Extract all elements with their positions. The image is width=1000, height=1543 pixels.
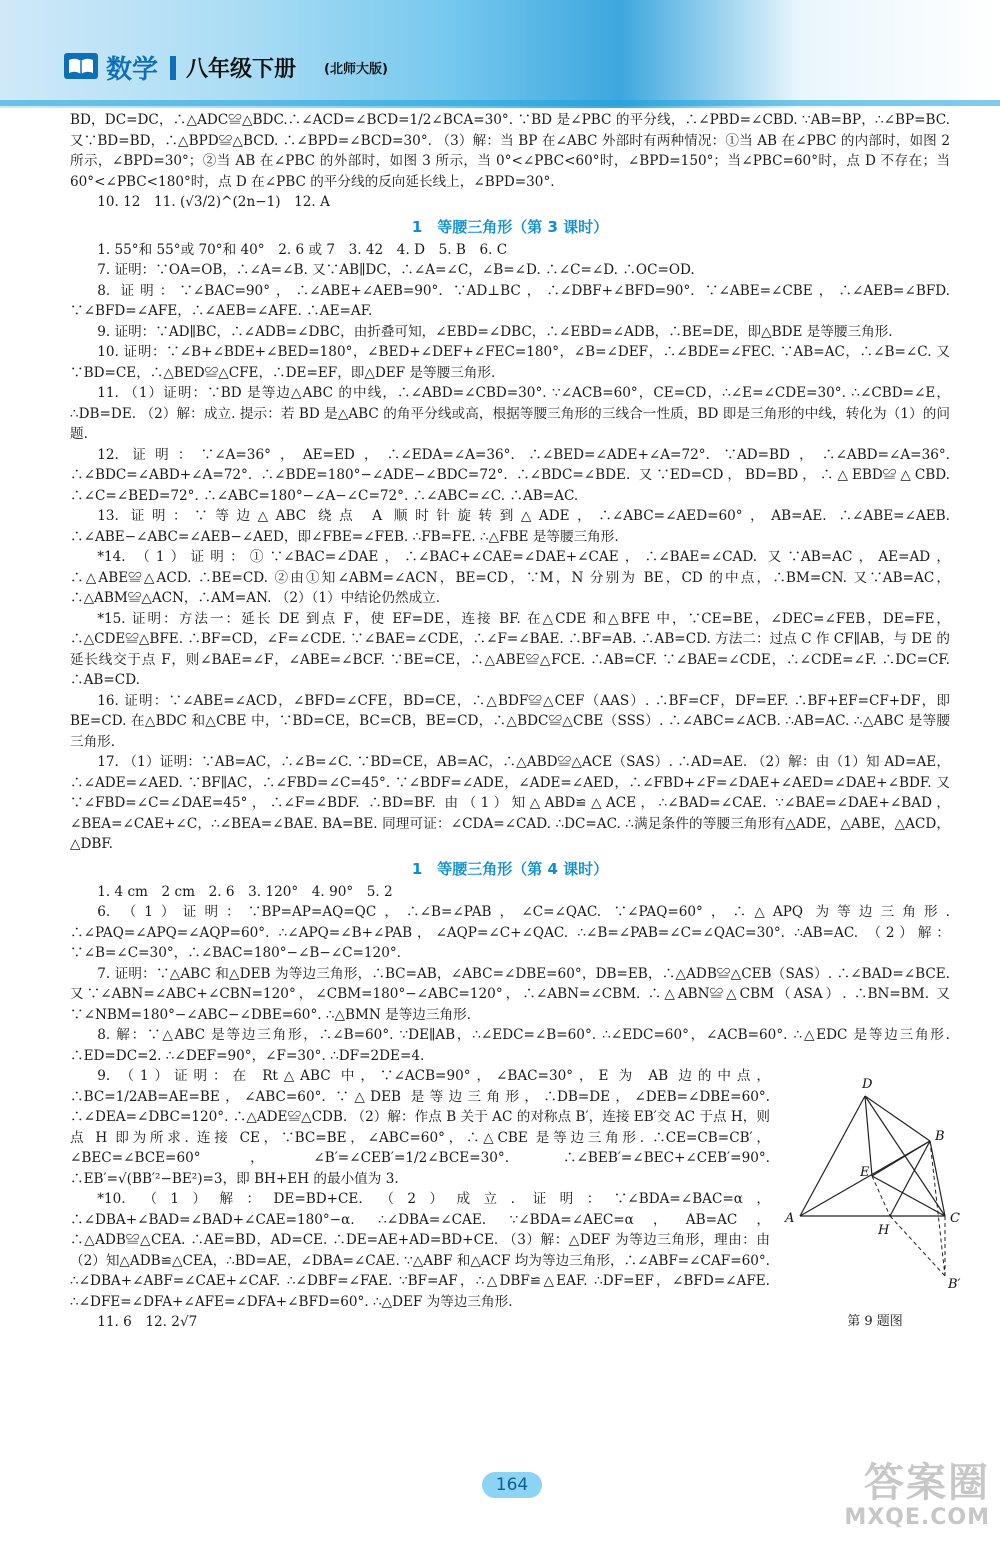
answer-paragraph: 11. （1）证明：∵BD 是等边△ABC 的中线，∴∠ABD=∠CBD=30°. ∵∠ACB=60°，CE=CD，∴∠E=∠CDE=30°. ∴∠CBD=∠E，∴DB=DE. （2）解：成立. 提示：若 BD 是△ABC 的角平分线或高，根据等腰三角形的三线合一性质，BD 即是三角形的中线，转化为（1）的问题. — [70, 385, 950, 442]
answer-paragraph: 10. 证明：∵∠B+∠BDE+∠BED=180°，∠BED+∠DEF+∠FEC=180°，∠B=∠DEF，∴∠BDE=∠FEC. ∵AB=AC，∴∠B=∠C. 又∵BD=CE，∴△BED≌△CFE，∴DE=EF，即△DEF 是等腰三角形. — [70, 344, 950, 381]
point-label-h: H — [878, 1223, 890, 1238]
geometry-diagram — [780, 1066, 970, 1306]
answer-paragraph: 9. 证明：∵AD∥BC，∴∠ADB=∠DBC，由折叠可知，∠EBD=∠DBC，∴∠EBD=∠ADB，∴BE=DE，即△BDE 是等腰三角形. — [97, 323, 893, 340]
answer-paragraph: 1. 55°和 55°或 70°和 40° 2. 6 或 7 3. 42 4. D 5. B 6. C — [97, 241, 508, 258]
figure-q9 — [780, 1066, 970, 1329]
point-label-c: C — [950, 1211, 960, 1226]
answer-paragraph: 13. 证明：∵等边△ABC 绕点 A 顺时针旋转到△ADE，∴∠ABC=∠AED=60°，AB=AE. ∴∠ABE=∠AEB. ∴∠ABE−∠ABC=∠AEB−∠AED，即∠FBE=∠FEB. ∴FB=FE. ∴△FBE 是等腰三角形. — [70, 508, 950, 545]
point-label-b: B — [935, 1129, 945, 1144]
grade-title: 八年级下册 — [186, 57, 297, 82]
watermark-text: 答案圈 — [864, 1460, 990, 1506]
page-header — [0, 0, 1000, 108]
answer-paragraph: *10. （1）解：DE=BD+CE. （2）成立. 证明：∵∠BDA=∠BAC=α，∴∠DBA+∠BAD=∠BAD+∠CAE=180°−α. ∴∠DBA=∠CAE. ∵∠BDA=∠AEC=α，AB=AC，∴△ADB≌△CEA. ∴AE=BD，AD=CE. ∴DE=AE+AD=BD+CE. （3）解：△DEF 为等边三角形，理由：由（2）知△ADB≌△CEA，∴BD=AE，∠DBA=∠CAE. ∵△ABF 和△ACF 均为等边三角形，∴∠ABF=∠CAF=60°. ∴∠DBA+∠ABF=∠CAE+∠CAF. ∴∠DBF=∠FAE. ∵BF=AF，∴△DBF≌△EAF. ∴DF=EF，∠BFD=∠AFE. ∴∠DFE=∠DFA+∠AFE=∠DFA+∠BFD=60°. ∴△DEF 为等边三角形. — [70, 1191, 770, 1310]
answer-paragraph: 8. 证明：∵∠BAC=90°，∴∠ABE+∠AEB=90°. ∵AD⊥BC，∴∠DBF+∠BFD=90°. ∵∠ABE=∠CBE，∴∠AEB=∠BFD. ∵∠BFD=∠AFE，∴∠AEB=∠AFE. ∴AE=AF. — [70, 282, 950, 319]
answer-paragraph: 7. 证明：∵△ABC 和△DEB 为等边三角形，∴BC=AB，∠ABC=∠DBE=60°，DB=EB，∴△ADB≌△CEB（SAS）. ∴∠BAD=∠BCE. 又∵∠ABN=∠ABC+∠CBN=120°，∠CBM=180°−∠ABC=120°，∴∠ABN=∠CBM. ∴△ABN≌△CBM（ASA）. ∴BN=BM. 又∵∠NBM=180°−∠ABC−∠DBE=60°. ∴△BMN 是等边三角形. — [70, 965, 950, 1023]
answer-paragraph: BD，DC=DC，∴△ADC≌△BDC.∴∠ACD=∠BCD=1/2∠BCA=30°. ∵BD 是∠PBC 的平分线，∴∠PBD=∠CBD. ∵AB=BP，∴∠BP=BC. 又∵BD=BD，∴△BPD≌△BCD. ∴∠BPD=∠BCD=30°. （3）解：当 BP 在∠ABC 外部时有两种情况：①当 AB 在∠PBC 的内部时，如图 2 所示，∠BPD=30°；②当 AB 在∠PBC 的外部时，如图 3 所示，当 0°<∠PBC<60°时，∠BPD=150°；当∠PBC=60°时，点 D 不存在；当 60°<∠PBC<180°时，点 D 在∠PBC 的平分线的反向延长线上，∠BPD=30°. — [70, 112, 950, 190]
section-title-lesson-4: 1 等腰三角形（第 4 课时） — [411, 859, 609, 878]
point-label-a: A — [785, 1211, 795, 1226]
open-book-icon — [64, 53, 98, 79]
answer-paragraph: 10. 12 11. (√3/2)^(2n−1) 12. A — [97, 194, 330, 210]
edition-label: (北师大版) — [324, 62, 388, 77]
answer-paragraph: 16. 证明：∵∠ABE=∠ACD，∠BFD=∠CFE，BD=CE，∴△BDF≌△CEF（AAS）. ∴BF=CF，DF=EF. ∴BF+EF=CF+DF，即 BE=CD. 在△BDC 和△CBE 中，∵BD=CE，BC=CB，BE=CD，∴△BDC≌△CBE（SSS）. ∴∠ABC=∠ACB. ∴AB=AC. ∴△ABC 是等腰三角形. — [70, 692, 950, 750]
site-watermark — [800, 1460, 990, 1532]
point-label-d: D — [862, 1077, 873, 1092]
answer-content — [70, 110, 961, 1333]
answer-paragraph: 6. （1）证明：∵BP=AP=AQ=QC，∴∠B=∠PAB，∠C=∠QAC. ∵∠PAQ=60°，∴△APQ 为等边三角形. ∴∠PAQ=∠APQ=∠AQP=60°. ∴∠APQ=∠B+∠PAB，∠AQP=∠C+∠QAC. ∴∠B=∠PAB=∠C=∠QAC=30°. ∴AB=AC. （2）解：∵∠B=∠C=30°，∴∠BAC=180°−∠B−∠C=120°. — [70, 904, 950, 961]
page-number: 164 — [482, 1472, 542, 1498]
answer-paragraph: 17. （1）证明：∵AB=AC，∴∠B=∠C. ∵BD=CE，AB=AC，∴△ABD≌△ACE（SAS）. ∴AD=AE. （2）解：由（1）知 AD=AE，∴∠ADE=∠AED. ∵BF∥AC，∴∠FBD=∠C=45°. ∵∠BDF=∠ADE，∠ADE=∠AED，∴∠FBD+∠F=∠DAE+∠AED=∠DAE+∠BDF. 又∵∠FBD=∠C=∠DAE=45°，∴∠F=∠BDF. ∴BD=BF. 由（1）知△ABD≌△ACE，∴∠BAD=∠CAE. ∵∠BAE=∠DAE+∠BAD，∠BEA=∠CAE+∠C，∴∠BEA=∠BAE. BA=BE. 同理可证：∠CDA=∠CAD. ∴DC=AC. ∴满足条件的等腰三角形有△ADE，△ABE，△ACD，△DBF. — [70, 754, 950, 852]
header-rule — [0, 100, 1000, 106]
answer-paragraph: 11. 6 12. 2√7 — [97, 1314, 198, 1330]
section-title-lesson-3: 1 等腰三角形（第 3 课时） — [411, 217, 609, 236]
answer-paragraph: 9. （1）证明：在 Rt△ABC 中，∵∠ACB=90°，∠BAC=30°，E 为 AB 边的中点，∴BC=1/2AB=AE=BE，∠ABC=60°. ∵△DEB 是等边三角形，∴DB=DE，∠DEB=∠DBE=60°. ∴∠DEA=∠DBC=120°. ∴△ADE≌△CDB. （2）解：作点 B 关于 AC 的对称点 B′，连接 EB′交 AC 于点 H，则点 H 即为所求. 连接 CE，∵BC=BE，∠ABC=60°，∴△CBE 是等边三角形. ∴CE=CB=CB′，∠BEC=∠BCE=60°，∠B′=∠CEB′=1/2∠BCE=30°. ∴∠BEB′=∠BEC+∠CEB′=90°. ∴EB′=√(BB′²−BE²)=3，即 BH+EH 的最小值为 3. — [70, 1068, 770, 1187]
point-label-e: E — [860, 1165, 870, 1180]
answer-paragraph: 8. 解：∵△ABC 是等边三角形，∴∠B=60°. ∵DE∥AB，∴∠EDC=∠B=60°. ∴∠EDC=60°，∠ACB=60°. ∴△EDC 是等边三角形. ∴ED=DC=2. ∴∠DEF=90°，∠F=30°. ∴DF=2DE=4. — [70, 1027, 950, 1064]
point-label-b-prime: B′ — [948, 1277, 961, 1292]
figure-caption: 第 9 题图 — [847, 1313, 903, 1329]
header-separator — [170, 56, 176, 80]
answer-paragraph: 12. 证明：∵∠A=36°，AE=ED，∴∠EDA=∠A=36°. ∴∠BED=∠ADE+∠A=72°. ∵AD=BD，∴∠ABD=∠A=36°. ∴∠BDC=∠ABD+∠A=72°. ∴∠BDE=180°−∠ADE−∠BDC=72°. ∴∠BDC=∠BDE. 又∵ED=CD，BD=BD，∴△EBD≌△CBD. ∴∠C=∠BED=72°. ∴∠ABC=180°−∠A−∠C=72°. ∴∠ABC=∠C. ∴AB=AC. — [70, 446, 950, 504]
answer-paragraph: *15. 证明：方法一：延长 DE 到点 F，使 EF=DE，连接 BF. 在△CDE 和△BFE 中，∵CE=BE，∠DEC=∠FEB，DE=FE，∴△CDE≌△BFE. ∴BF=CD，∠F=∠CDE. ∵∠BAE=∠CDE，∴∠F=∠BAE. ∴BF=AB. ∴AB=CD. 方法二：过点 C 作 CF∥AB，与 DE 的延长线交于点 F，则∠BAE=∠F，∠ABE=∠BCF. ∵BE=CE，∴△ABE≌△FCE. ∴AB=CF. ∵∠BAE=∠CDE，∴∠CDE=∠F. ∴DC=CF. ∴AB=CD. — [70, 610, 950, 688]
subject-title: 数学 — [106, 55, 159, 85]
watermark-url: MXQE.COM — [844, 1505, 990, 1530]
answer-paragraph: 7. 证明：∵OA=OB，∴∠A=∠B. 又∵AB∥DC，∴∠A=∠C，∠B=∠D. ∴∠C=∠D. ∴OC=OD. — [97, 262, 695, 278]
answer-paragraph: *14. （1）证明：①∵∠BAC=∠DAE，∴∠BAC+∠CAE=∠DAE+∠CAE，∴∠BAE=∠CAD. 又∵AB=AC，AE=AD，∴△ABE≌△ACD. ∴BE=CD. ②由①知∠ABM=∠ACN，BE=CD，∵M，N 分别为 BE，CD 的中点，∴BM=CN. 又∵AB=AC，∴△ABM≌△ACN，∴AM=AN. （2）（1）中结论仍然成立. — [70, 549, 950, 606]
answer-paragraph: 1. 4 cm 2 cm 2. 6 3. 120° 4. 90° 5. 2 — [97, 883, 393, 900]
